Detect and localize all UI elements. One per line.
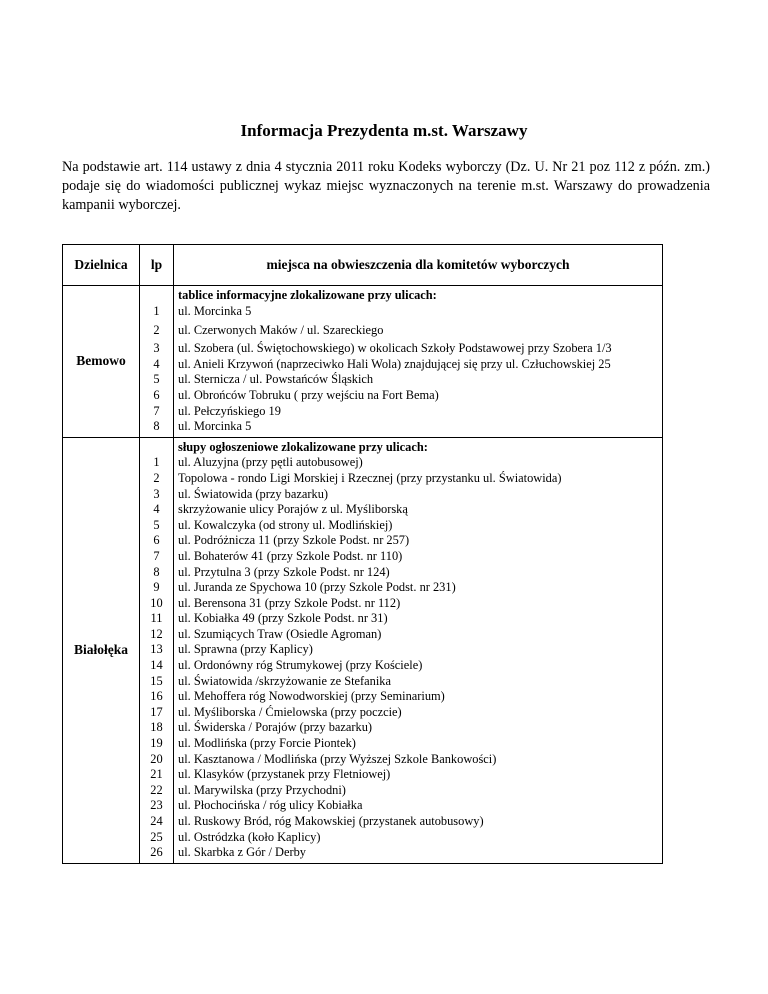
lp: 4 [153, 502, 160, 517]
lp: 5 [153, 517, 160, 532]
lp: 26 [150, 845, 163, 860]
list-item: ul. Morcinka 5 [178, 303, 252, 318]
lp-column-bemowo [140, 286, 174, 438]
lp-column-bialoleka [140, 437, 174, 863]
lp: 17 [150, 704, 163, 719]
lp: 3 [153, 486, 160, 501]
list-item: ul. Myśliborska / Ćmielowska (przy poczcie) [178, 704, 402, 719]
list-item: ul. Ostródzka (koło Kaplicy) [178, 829, 321, 844]
section-bemowo [63, 286, 663, 438]
header-lp: lp [140, 245, 174, 286]
lp: 7 [153, 403, 160, 418]
list-item: ul. Czerwonych Maków / ul. Szareckiego [178, 323, 384, 338]
list-item: ul. Klasyków (przystanek przy Fletniowej) [178, 767, 391, 782]
list-item: ul. Aluzyjna (przy pętli autobusowej) [178, 455, 363, 470]
list-item: ul. Szumiących Traw (Osiedle Agroman) [178, 626, 382, 641]
lp: 24 [150, 814, 163, 828]
list-item: ul. Anieli Krzywoń (naprzeciwko Hali Wola) znajdującej się przy ul. Człuchowskiej 25 [178, 356, 611, 371]
list-item: ul. Berensona 31 (przy Szkole Podst. nr 112) [178, 595, 401, 610]
lp: 14 [150, 658, 163, 673]
list-item: ul. Kobiałka 49 (przy Szkole Podst. nr 31) [178, 611, 388, 626]
locations-table [62, 244, 663, 864]
list-item: ul. Światowida /skrzyżowanie ze Stefanika [178, 673, 391, 688]
list-item: ul. Światowida (przy bazarku) [178, 486, 329, 501]
lp: 23 [150, 798, 163, 813]
list-item: ul. Kowalczyka (od strony ul. Modlińskiej) [178, 517, 393, 532]
list-item: ul. Świderska / Porajów (przy bazarku) [178, 720, 373, 735]
lp: 4 [153, 356, 160, 371]
section-bialoleka [63, 437, 663, 863]
list-item: ul. Obrońców Tobruku ( przy wejściu na Fort Bema) [178, 387, 439, 402]
list-item: ul. Przytulna 3 (przy Szkole Podst. nr 124) [178, 564, 390, 579]
list-item: ul. Płochocińska / róg ulicy Kobiałka [178, 798, 363, 813]
lp: 11 [150, 611, 163, 626]
header-district: Dzielnica [63, 245, 140, 286]
lp: 21 [150, 767, 163, 782]
lp: 8 [153, 564, 160, 579]
lp: 18 [150, 720, 163, 735]
lp: 13 [150, 642, 163, 657]
lp: 8 [153, 419, 160, 434]
lp: 2 [153, 470, 160, 485]
list-item: ul. Bohaterów 41 (przy Szkole Podst. nr 110) [178, 548, 403, 563]
lp: 9 [153, 580, 160, 595]
district-bialoleka: Białołęka [63, 437, 140, 863]
lp: 10 [150, 595, 163, 610]
list-item: ul. Marywilska (przy Przychodni) [178, 782, 346, 797]
list-item: ul. Morcinka 5 [178, 419, 252, 434]
section-heading: słupy ogłoszeniowe zlokalizowane przy ulicach: [178, 439, 428, 454]
list-item: ul. Podróżnicza 11 (przy Szkole Podst. nr 257) [178, 533, 410, 548]
list-item: ul. Ordonówny róg Strumykowej (przy Kościele) [178, 658, 423, 673]
lp: 6 [153, 387, 160, 402]
header-locations: miejsca na obwieszczenia dla komitetów wyborczych [174, 245, 663, 286]
list-item: ul. Modlińska (przy Forcie Piontek) [178, 736, 356, 751]
lp: 1 [153, 303, 160, 318]
lp: 15 [150, 673, 163, 688]
lp: 1 [153, 455, 160, 470]
list-item: ul. Sternicza / ul. Powstańców Śląskich [178, 372, 374, 387]
district-bemowo: Bemowo [63, 286, 140, 438]
list-item: ul. Szobera (ul. Świętochowskiego) w okolicach Szkoły Podstawowej przy Szobera 1/3 [178, 341, 612, 356]
lp: 16 [150, 689, 163, 704]
locations-bemowo [174, 286, 663, 438]
lp: 2 [153, 323, 160, 338]
list-item: ul. Pełczyńskiego 19 [178, 403, 281, 418]
document-title: Informacja Prezydenta m.st. Warszawy [240, 121, 528, 140]
list-item: ul. Juranda ze Spychowa 10 (przy Szkole Podst. nr 231) [178, 580, 456, 595]
list-item: ul. Mehoffera róg Nowodworskiej (przy Seminarium) [178, 689, 445, 704]
lp: 20 [150, 751, 163, 766]
list-item: Topolowa - rondo Ligi Morskiej i Rzecznej (przy przystanku ul. Światowida) [178, 470, 562, 485]
list-item: skrzyżowanie ulicy Porajów z ul. Myśliborską [178, 502, 408, 517]
list-item: ul. Sprawna (przy Kaplicy) [178, 642, 313, 657]
lp: 19 [150, 736, 163, 751]
list-item: ul. Kasztanowa / Modlińska (przy Wyższej Szkole Bankowości) [178, 751, 497, 766]
lp: 25 [150, 829, 163, 844]
intro-paragraph: Na podstawie art. 114 ustawy z dnia 4 stycznia 2011 roku Kodeks wyborczy (Dz. U. Nr 21 poz 112 z późn. zm.) podaje się do wiadomości publicznej wykaz miejsc wyznaczonych na terenie m.st. Warszawy do prowadzenia kampanii wyborczej. [62, 159, 710, 213]
lp: 5 [153, 372, 160, 387]
lp: 3 [153, 341, 160, 356]
section-heading: tablice informacyjne zlokalizowane przy ulicach: [178, 288, 437, 302]
lp: 12 [150, 626, 163, 641]
locations-bialoleka [174, 437, 663, 863]
lp: 22 [150, 782, 163, 797]
lp: 7 [153, 548, 160, 563]
list-item: ul. Skarbka z Gór / Derby [178, 845, 307, 860]
list-item: ul. Ruskowy Bród, róg Makowskiej (przystanek autobusowy) [178, 814, 484, 828]
lp: 6 [153, 533, 160, 548]
table-header-row [63, 245, 663, 286]
